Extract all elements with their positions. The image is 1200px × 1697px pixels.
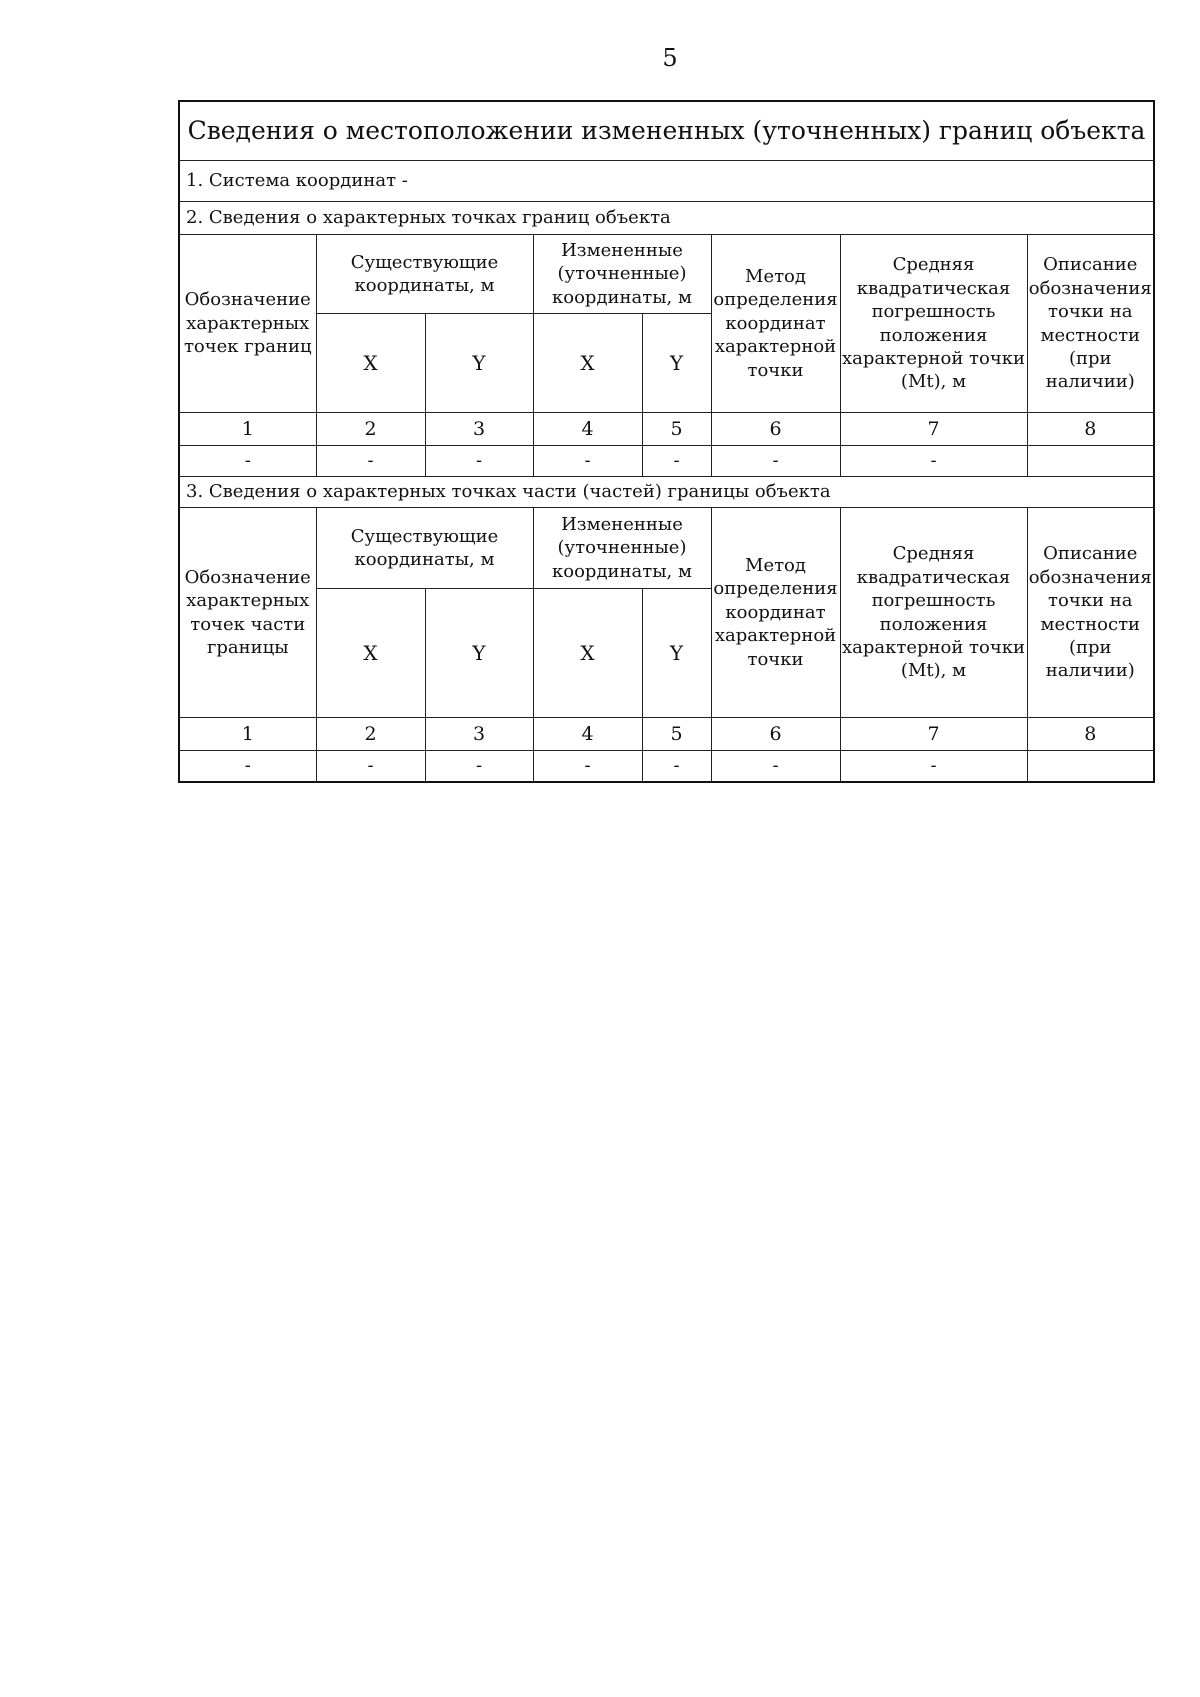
s3-col-changed: Измененные (уточненные) координаты, м	[533, 508, 711, 589]
s2-col-method: Метод определения координат характерной точки	[711, 235, 840, 413]
s3-num: 8	[1027, 718, 1154, 751]
s3-cell: -	[533, 751, 642, 783]
s3-cell: -	[840, 751, 1027, 783]
s3-num: 4	[533, 718, 642, 751]
s3-col-existing: Существующие координаты, м	[316, 508, 533, 589]
s2-col-existing: Существующие координаты, м	[316, 235, 533, 314]
s2-col-designation: Обозначение характерных точек границ	[179, 235, 316, 413]
s2-cell: -	[179, 446, 316, 477]
s3-num: 2	[316, 718, 425, 751]
s3-num: 5	[642, 718, 711, 751]
s3-existing-x: X	[316, 589, 425, 718]
s3-data-row	[179, 751, 1154, 783]
s3-col-error: Средняя квадратическая погрешность положения характерной точки (Mt), м	[840, 508, 1027, 718]
s3-col-method: Метод определения координат характерной точки	[711, 508, 840, 718]
s3-cell: -	[642, 751, 711, 783]
s2-col-error: Средняя квадратическая погрешность положения характерной точки (Mt), м	[840, 235, 1027, 413]
s2-number-row	[179, 413, 1154, 446]
section-3-heading: 3. Сведения о характерных точках части (частей) границы объекта	[179, 477, 1154, 508]
s3-cell: -	[425, 751, 533, 783]
s2-num: 1	[179, 413, 316, 446]
s3-cell: -	[179, 751, 316, 783]
boundary-info-document	[178, 100, 1153, 783]
s2-cell: -	[642, 446, 711, 477]
s2-num: 2	[316, 413, 425, 446]
s3-changed-y: Y	[642, 589, 711, 718]
s2-col-changed: Измененные (уточненные) координаты, м	[533, 235, 711, 314]
section-1-coordinate-system: 1. Система координат -	[179, 161, 1154, 202]
boundary-table	[178, 100, 1155, 783]
s3-num: 6	[711, 718, 840, 751]
s2-num: 8	[1027, 413, 1154, 446]
s3-cell: -	[316, 751, 425, 783]
s2-num: 4	[533, 413, 642, 446]
s3-num: 3	[425, 718, 533, 751]
s2-cell: -	[840, 446, 1027, 477]
s2-num: 7	[840, 413, 1027, 446]
table-title: Сведения о местоположении измененных (уточненных) границ объекта	[179, 101, 1154, 161]
s2-cell: -	[425, 446, 533, 477]
s2-cell: -	[711, 446, 840, 477]
section-2-heading: 2. Сведения о характерных точках границ объекта	[179, 202, 1154, 235]
s2-col-description: Описание обозначения точки на местности (при наличии)	[1027, 235, 1154, 413]
s2-cell	[1027, 446, 1154, 477]
s2-changed-x: X	[533, 314, 642, 413]
s2-data-row	[179, 446, 1154, 477]
s3-changed-x: X	[533, 589, 642, 718]
s3-col-description: Описание обозначения точки на местности (при наличии)	[1027, 508, 1154, 718]
s3-col-designation: Обозначение характерных точек части границы	[179, 508, 316, 718]
s2-existing-x: X	[316, 314, 425, 413]
s2-cell: -	[533, 446, 642, 477]
s2-changed-y: Y	[642, 314, 711, 413]
s2-num: 5	[642, 413, 711, 446]
s2-num: 6	[711, 413, 840, 446]
s3-number-row	[179, 718, 1154, 751]
s2-cell: -	[316, 446, 425, 477]
s3-cell	[1027, 751, 1154, 783]
s3-num: 1	[179, 718, 316, 751]
s2-num: 3	[425, 413, 533, 446]
s3-existing-y: Y	[425, 589, 533, 718]
s2-existing-y: Y	[425, 314, 533, 413]
s3-cell: -	[711, 751, 840, 783]
s3-num: 7	[840, 718, 1027, 751]
page-number: 5	[662, 44, 678, 72]
